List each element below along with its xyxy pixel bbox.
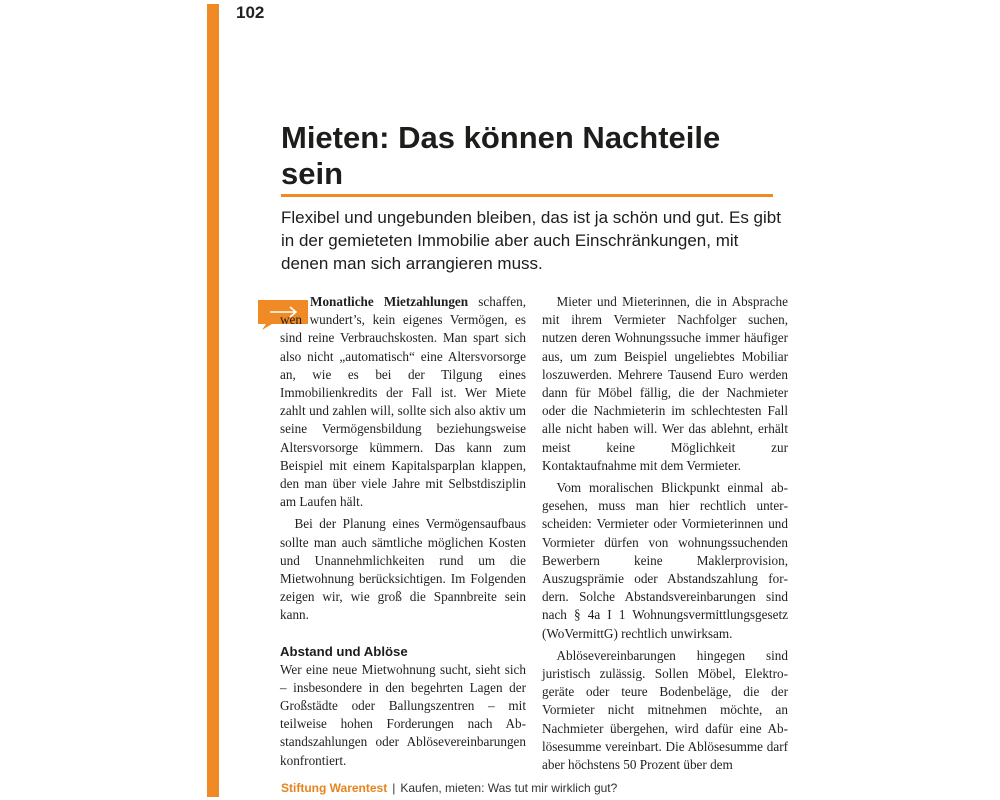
- paragraph-text: schaffen, wen wundert’s, kein eigenes Vermögen, es sind reine Verbrauchskosten. Man spart sich also nicht „automatisch“ eine Altersvorsorge an, wie es bei der Tilgung eines Immobilienkredits der Fall ist. Wer Miete zahlt und zahlen will, sollte sich also aktiv um seine Vermögensbildung beziehungsweise Altersvorsorge kümmern. Das kann zum Beispiel mit einem Kapitalsparplan klappen, den man über viele Jahre mit Selbstdisziplin am Laufen hält.: [280, 294, 526, 510]
- paragraph: [280, 293, 526, 511]
- footer-brand: Stiftung Warentest: [281, 781, 388, 795]
- paragraph: Vom moralischen Blickpunkt einmal abgesehen, muss man hier rechtlich unterscheiden: Vermieter oder Vormieterinnen und Vormieter dürfen von wohnungssuchenden Bewerbern keine Maklerprovision, Auszugsprämie oder Abstandszahlung fordern. Solche Abstandsvereinbarungen sind nach § 4a I 1 Wohnungsvermittlungsgesetz (WoVermittG) rechtlich unwirksam.: [542, 480, 788, 641]
- title-divider: [281, 194, 773, 197]
- column-left: [280, 293, 526, 770]
- paragraph: Ablösevereinbarungen hingegen sind juristisch zulässig. Sollen Möbel, Elektrogeräte oder teure Bodenbeläge, die der Vormieter nicht mitnehmen möchte, an Nachmieter übergehen, wird dafür eine Ablösesumme vereinbart. Die Ablösesumme darf aber höchstens 50 Prozent über dem: [542, 647, 788, 773]
- column-right: [542, 293, 788, 774]
- page-edge-stripe: [207, 4, 219, 797]
- paragraph: Wer eine neue Mietwohnung sucht, sieht sich – insbesondere in den begehrten Lagen der Großstädte oder Ballungszentren – mit teilweise hohen Forderungen nach Abstandszahlungen oder Ablösevereinbarungen konfrontiert.: [280, 661, 526, 768]
- footer-book-title: Kaufen, mieten: Was tut mir wirklich gut?: [400, 781, 618, 795]
- page-footer: [281, 781, 617, 795]
- page-number: 102: [236, 3, 265, 22]
- article-lead: Flexibel und ungebunden bleiben, das ist ja schön und gut. Es gibt in der gemieteten Immobilie aber auch Einschränkungen, mit denen man sich arrangieren muss.: [281, 208, 781, 273]
- section-heading: Abstand und Ablöse: [280, 643, 408, 659]
- paragraph: Bei der Planung eines Vermögensaufbaus sollte man auch sämtliche möglichen Kosten und Unannehmlichkeiten rund um die Mietwohnung berücksichtigen. Im Folgenden zeigen wir, wie groß die Spannbreite sein kann.: [280, 516, 526, 623]
- article-title: Mieten: Das können Nachteile sein: [281, 120, 721, 191]
- paragraph: Mieter und Mieterinnen, die in Absprache mit ihrem Vermieter Nachfolger suchen, nutzen deren Wohnungssuche immer häufiger aus, um zum Beispiel ungeliebtes Mobiliar loszuwerden. Mehrere Tausend Euro werden dann für Möbel fällig, die der Nachmieter oder die Nachmieterin im schlechtesten Fall alle nicht haben will. Wer das ablehnt, erhält meist keine Möglichkeit zur Kontaktaufnahme mit dem Vermieter.: [542, 294, 788, 473]
- lead-term: Monatliche Mietzahlungen: [310, 294, 469, 309]
- footer-separator: |: [392, 781, 396, 795]
